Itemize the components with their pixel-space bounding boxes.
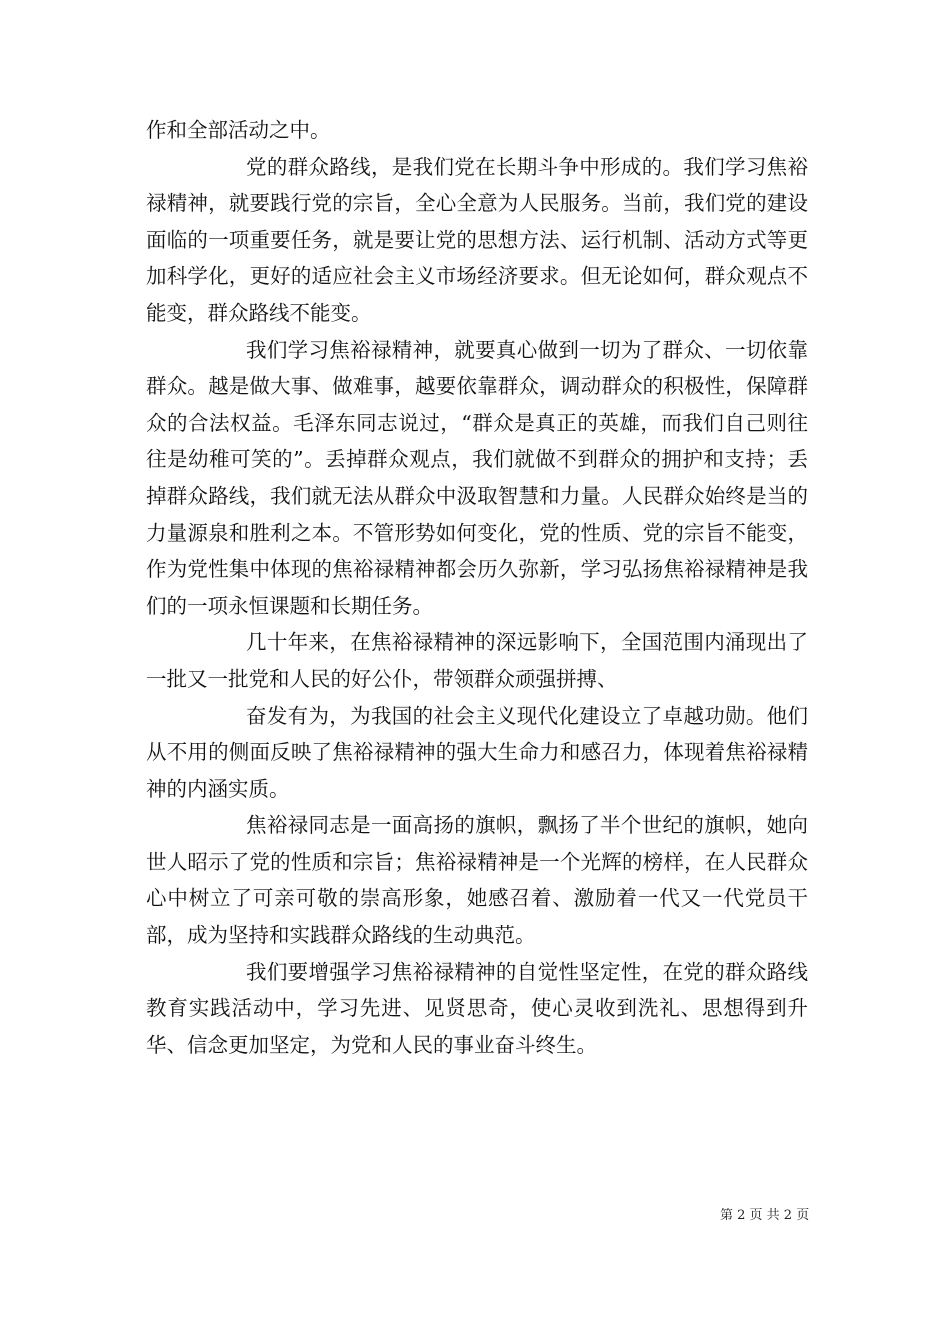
paragraph-mass-line: 党的群众路线，是我们党在长期斗争中形成的。我们学习焦裕禄精神，就要践行党的宗旨，全心全意为人民服务。当前，我们党的建设面临的一项重要任务，就是要让党的思想方法、运行机制、活动方式等更加科学化，更好的适应社会主义市场经济要求。但无论如何，群众观点不能变，群众路线不能变。 bbox=[146, 154, 808, 325]
paragraph-achievements: 奋发有为，为我国的社会主义现代化建设立了卓越功勋。他们从不用的侧面反映了焦裕禄精神的强大生命力和感召力，体现着焦裕禄精神的内涵实质。 bbox=[146, 703, 808, 801]
paragraph-decades-influence: 几十年来，在焦裕禄精神的深远影响下，全国范围内涌现出了一批又一批党和人民的好公仆，带领群众顽强拼搏、 bbox=[146, 630, 808, 691]
paragraph-rely-on-masses: 我们学习焦裕禄精神，就要真心做到一切为了群众、一切依靠群众。越是做大事、做难事，越要依靠群众，调动群众的积极性，保障群众的合法权益。毛泽东同志说过，“群众是真正的英雄，而我们自己则往往是幼稚可笑的”。丢掉群众观点，我们就做不到群众的拥护和支持；丢掉群众路线，我们就无法从群众中汲取智慧和力量。人民群众始终是当的力量源泉和胜利之本。不管形势如何变化，党的性质、党的宗旨不能变，作为党性集中体现的焦裕禄精神都会历久弥新，学习弘扬焦裕禄精神是我们的一项永恒课题和长期任务。 bbox=[146, 337, 808, 618]
paragraph-conclusion: 我们要增强学习焦裕禄精神的自觉性坚定性，在党的群众路线教育实践活动中，学习先进、见贤思奇，使心灵收到洗礼、思想得到升华、信念更加坚定，为党和人民的事业奋斗终生。 bbox=[146, 959, 808, 1057]
document-body bbox=[146, 112, 808, 1063]
paragraph-continuation: 作和全部活动之中。 bbox=[146, 118, 331, 142]
paragraph-banner: 焦裕禄同志是一面高扬的旗帜，飘扬了半个世纪的旗帜，她向世人昭示了党的性质和宗旨；焦裕禄精神是一个光辉的榜样，在人民群众心中树立了可亲可敬的崇高形象，她感召着、激励着一代又一代党员干部，成为坚持和实践群众路线的生动典范。 bbox=[146, 813, 808, 948]
page-number-footer: 第 2 页 共 2 页 bbox=[720, 1208, 810, 1223]
